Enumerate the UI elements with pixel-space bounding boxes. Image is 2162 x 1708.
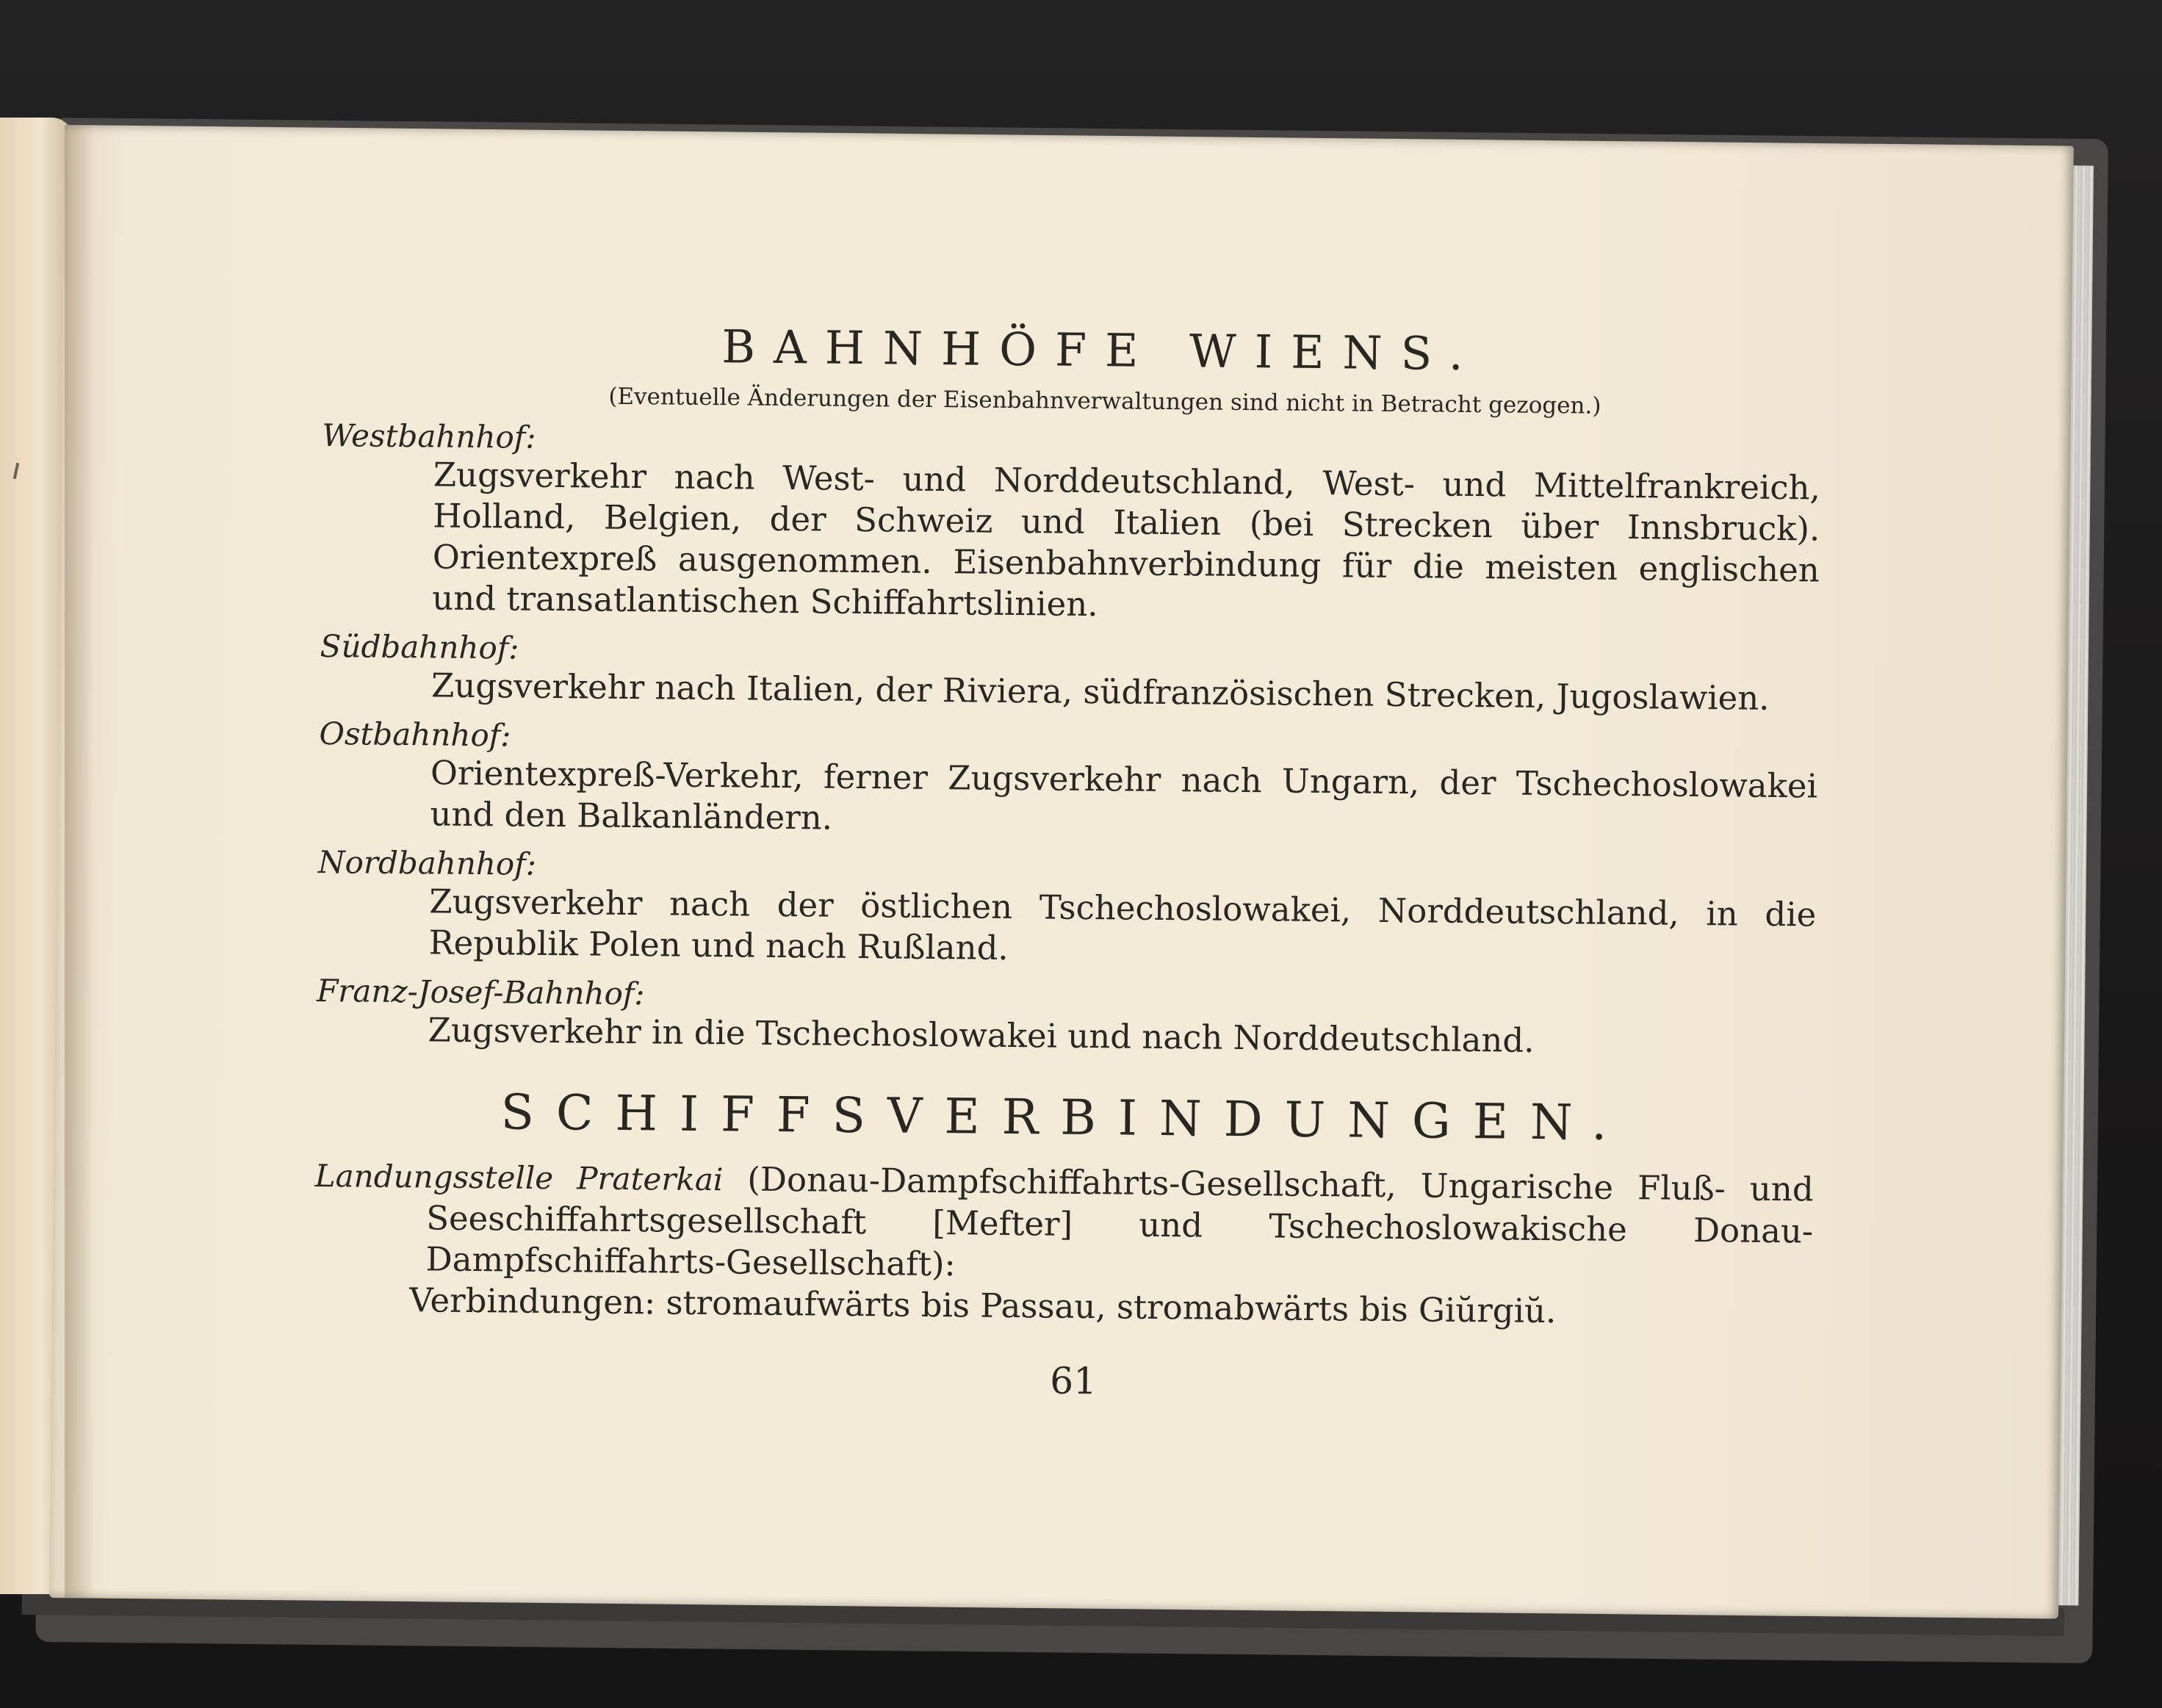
page-title: BAHNHÖFE WIENS.	[721, 320, 1482, 381]
page-subtitle: (Eventuelle Änderungen der Eisenbahnverwaltungen sind nicht in Betracht gezogen.)	[608, 383, 1601, 420]
station-name: Ostbahnhof:	[319, 716, 511, 754]
connections-text: Verbindungen: stromaufwärts bis Passau, stromabwärts bis Giŭrgiŭ.	[408, 1280, 1557, 1331]
station-name: Westbahnhof:	[322, 417, 536, 456]
station-description: Orientexpreß-Verkehr, ferner Zugsverkehr nach Ungarn, der Tschechoslowakei und den Balkanländern.	[430, 753, 1818, 838]
page-gutter-shadow	[65, 125, 94, 1598]
station-description: Zugsverkehr in die Tschechoslowakei und nach Norddeutschland.	[428, 1010, 1535, 1061]
landing-label: Landungsstelle Praterkai	[314, 1158, 724, 1198]
landing-text: (Donau-Dampfschiffahrts-Gesellschaft, Ungarische Fluß- und Seeschiffahrtsgesellschaft [Mefter] und Tschechoslowakische Donau-Dampfschiffahrts-Gesellschaft):	[425, 1159, 1814, 1284]
page-number: 61	[1050, 1359, 1098, 1403]
station-name: Nordbahnhof:	[317, 844, 537, 883]
section-heading-ships: SCHIFFSVERBINDUNGEN.	[500, 1084, 1629, 1152]
station-description: Zugsverkehr nach West- und Norddeutschland, West- und Mittelfrankreich, Holland, Belgien, der Schweiz und Italien (bei Strecken über Innsbruck). Orientexpreß ausgenommen. Eisenbahnverbindung für die meisten englischen und transatlantischen Schiffahrtslinien.	[432, 455, 1821, 624]
page-content	[313, 316, 1822, 1410]
landing-paragraph	[314, 1155, 1814, 1294]
station-name: Franz-Josef-Bahnhof:	[316, 973, 645, 1012]
station-name: Südbahnhof:	[320, 628, 519, 666]
station-description: Zugsverkehr nach Italien, der Riviera, südfranzösischen Strecken, Jugoslawien.	[430, 666, 1770, 718]
station-description: Zugsverkehr nach der östlichen Tschechoslowakei, Norddeutschland, in die Republik Polen und nach Rußland.	[428, 882, 1817, 968]
